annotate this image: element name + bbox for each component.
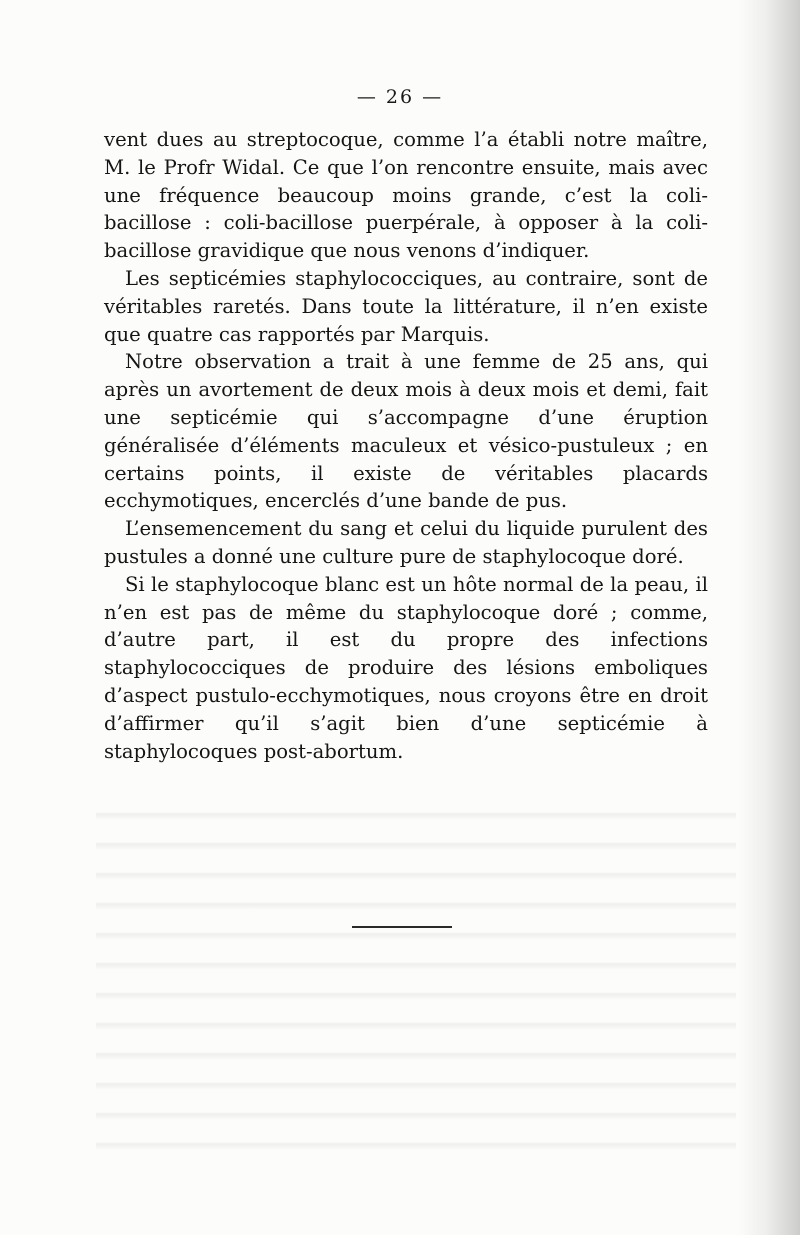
paragraph: L’ensemencement du sang et celui du liquide purulent des pustules a donné une culture pure de staphylocoque doré. xyxy=(104,517,708,568)
paragraph: Les septicémies staphylococciques, au contraire, sont de véritables raretés. Dans toute la littérature, il n’en existe que quatre cas rapportés par Marquis. xyxy=(104,266,708,346)
body-text xyxy=(104,126,708,765)
paragraph: Notre observation a trait à une femme de 25 ans, qui après un avortement de deux mois à deux mois et demi, fait une septicémie qui s’accompagne d’une éruption généralisée d’éléments maculeux et vésico-pustuleux ; en certains points, il existe de véritables placards ecchymotiques, encerclés d’une bande de pus. xyxy=(104,350,708,513)
bleed-through-text xyxy=(96,790,736,1170)
section-divider xyxy=(352,926,452,928)
paragraph: vent dues au streptocoque, comme l’a établi notre maître, M. le Profr Widal. Ce que l’on rencontre ensuite, mais avec une fréquence beaucoup moins grande, c’est la coli-bacillose : coli-bacillose puerpérale, à opposer à la coli-bacillose gravidique que nous venons d’indiquer. xyxy=(104,128,708,263)
paragraph: Si le staphylocoque blanc est un hôte normal de la peau, il n’en est pas de même du staphylocoque doré ; comme, d’autre part, il est du propre des infections staphylococciques de produire des lésions emboliques d’aspect pustulo-ecchymotiques, nous croyons être en droit d’affirmer qu’il s’agit bien d’une septicémie à staphylocoques post-abortum. xyxy=(104,572,708,763)
binding-shadow xyxy=(738,0,800,1235)
page-number: — 26 — xyxy=(356,86,444,108)
